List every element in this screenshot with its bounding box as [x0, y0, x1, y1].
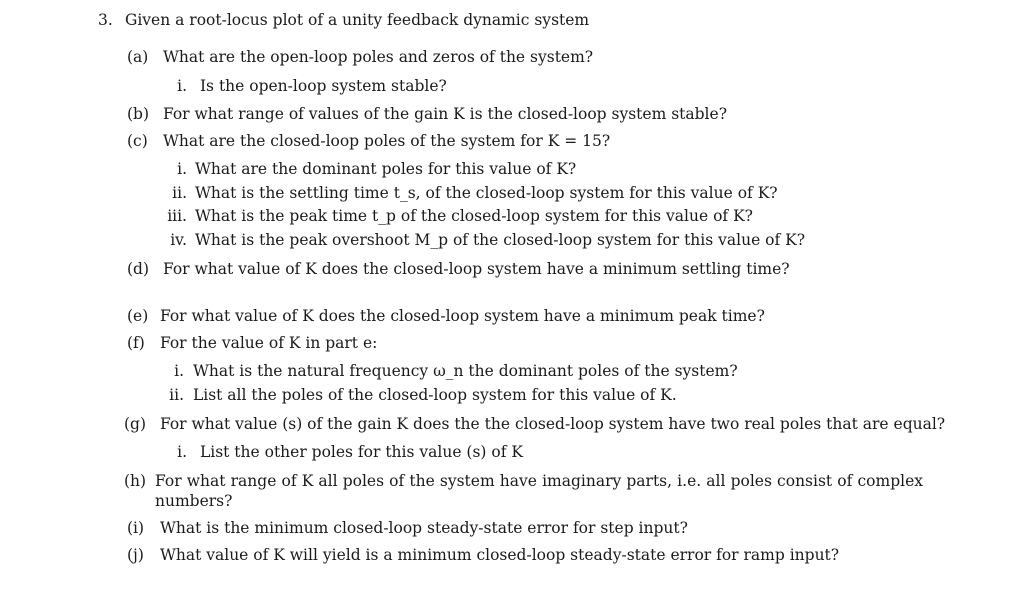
part-d — [127, 259, 790, 279]
sub-text: What is the peak time t_p of the closed-loop system for this value of K? — [194, 207, 753, 225]
part-label: (d) — [127, 260, 150, 278]
part-b — [127, 104, 727, 124]
sub-label: i. — [174, 362, 184, 380]
part-text: For what value (s) of the gain K does the the closed-loop system have two real poles that are equal? — [159, 415, 946, 433]
part-label: (c) — [127, 132, 148, 150]
part-c-sub-iv — [160, 230, 805, 250]
part-text: What are the closed-loop poles of the system for K = 15? — [162, 132, 611, 150]
part-text: For the value of K in part e: — [159, 334, 378, 352]
sub-text: What are the dominant poles for this value of K? — [194, 160, 577, 178]
sub-label: i. — [177, 443, 187, 461]
sub-label: i. — [177, 160, 187, 178]
part-f-sub-i — [160, 361, 738, 381]
part-label: (b) — [127, 105, 150, 123]
part-text: For what value of K does the closed-loop system have a minimum peak time? — [159, 307, 765, 325]
part-e — [127, 306, 765, 326]
part-text: What is the minimum closed-loop steady-state error for step input? — [159, 519, 688, 537]
sub-label: ii. — [172, 184, 187, 202]
sub-text: Is the open-loop system stable? — [199, 77, 447, 95]
sub-text: What is the peak overshoot M_p of the closed-loop system for this value of K? — [194, 231, 806, 249]
part-h — [124, 471, 924, 511]
part-a — [127, 47, 593, 67]
part-g — [124, 414, 945, 434]
part-label: (i) — [127, 519, 145, 537]
sub-label: iv. — [170, 231, 187, 249]
part-f — [127, 333, 377, 353]
part-g-sub-i — [167, 442, 523, 462]
part-j — [127, 545, 839, 565]
problem-number: 3. — [98, 11, 113, 29]
part-c — [127, 131, 610, 151]
sub-text: What is the settling time t_s, of the closed-loop system for this value of K? — [194, 184, 778, 202]
part-label: (f) — [127, 334, 145, 352]
part-label: (j) — [127, 546, 144, 564]
part-text: What are the open-loop poles and zeros of the system? — [162, 48, 594, 66]
sub-text: List all the poles of the closed-loop system for this value of K. — [192, 386, 677, 404]
part-text: For what value of K does the closed-loop system have a minimum settling time? — [162, 260, 790, 278]
part-i — [127, 518, 688, 538]
part-a-sub-i — [167, 76, 447, 96]
part-c-sub-ii — [160, 183, 778, 203]
part-label: (e) — [127, 307, 149, 325]
part-c-sub-iii — [160, 206, 753, 226]
problem-intro: Given a root-locus plot of a unity feedback dynamic system — [124, 11, 590, 29]
part-text: What value of K will yield is a minimum closed-loop steady-state error for ramp input? — [159, 546, 840, 564]
part-c-sub-i — [160, 159, 576, 179]
sub-label: i. — [177, 77, 187, 95]
sub-text: List the other poles for this value (s) of K — [199, 443, 523, 461]
sub-text: What is the natural frequency ω_n the dominant poles of the system? — [192, 362, 738, 380]
part-label: (h) — [124, 472, 147, 490]
problem-header — [98, 10, 589, 30]
sub-label: ii. — [169, 386, 184, 404]
part-label: (a) — [127, 48, 149, 66]
part-f-sub-ii — [160, 385, 677, 405]
sub-label: iii. — [167, 207, 187, 225]
part-text: For what range of K all poles of the system have imaginary parts, i.e. all poles consist of complex numbers? — [155, 472, 923, 510]
part-label: (g) — [124, 415, 147, 433]
part-text: For what range of values of the gain K is the closed-loop system stable? — [162, 105, 727, 123]
